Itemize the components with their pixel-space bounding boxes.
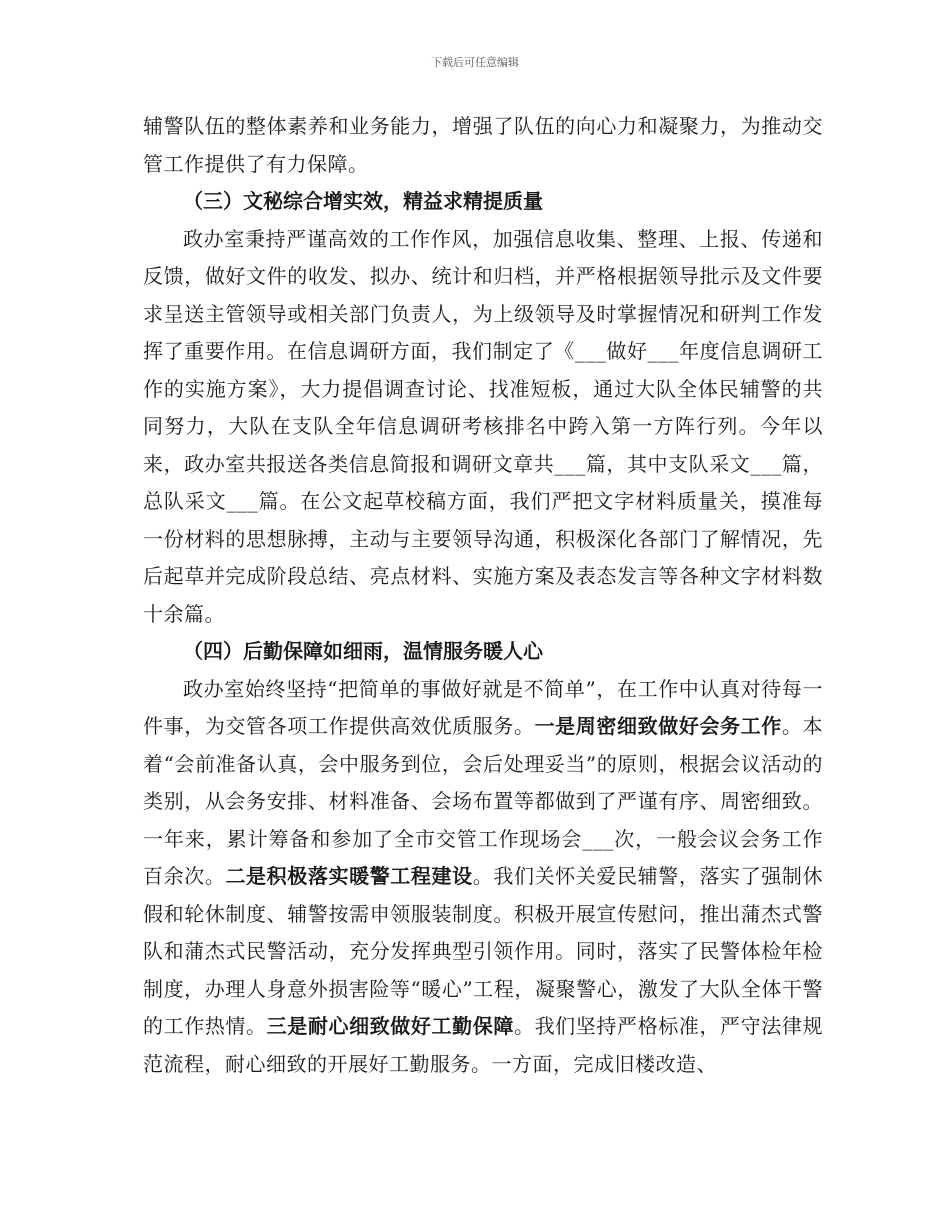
bold-point-2: 二是积极落实暖警工程建设 [225, 864, 473, 888]
paragraph-continuation: 辅警队伍的整体素养和业务能力，增强了队伍的向心力和凝聚力，为推动交管工作提供了有力保障。 [143, 114, 823, 176]
section-heading-3: （三）文秘综合增实效，精益求精提质量 [183, 189, 543, 213]
paragraph-logistics [143, 671, 823, 1084]
bold-point-3: 三是耐心细致做好工勤保障 [266, 1014, 514, 1038]
paragraph-secretarial: 政办室秉持严谨高效的工作作风，加强信息收集、整理、上报、传递和反馈，做好文件的收发、拟办、统计和归档，并严格根据领导批示及文件要求呈送主管领导或相关部门负责人，为上级领导及时掌握情况和研判工作发挥了重要作用。在信息调研方面，我们制定了《___做好___年度信息调研工作的实施方案》，大力提倡调查讨论、找准短板，通过大队全体民辅警的共同努力，大队在支队全年信息调研考核排名中跨入第一方阵行列。今年以来，政办室共报送各类信息简报和调研文章共___篇，其中支队采文___篇，总队采文___篇。在公文起草校稿方面，我们严把文字材料质量关，摸准每一份材料的思想脉搏，主动与主要领导沟通，积极深化各部门了解情况，先后起草并完成阶段总结、亮点材料、实施方案及表态发言等各种文字材料数十余篇。 [143, 226, 823, 626]
text-segment: 。我们关怀关爱民辅警，落实了强制休假和轮休制度、辅警按需申领服装制度。积极开展宣传慰问，推出蒲杰式警队和蒲杰式民警活动，充分发挥典型引领作用。同时，落实了民警体检年检制度，办理人身意外损害险等“暖心”工程，凝聚警心，激发了大队全体干警的工作热情。 [143, 864, 823, 1038]
section-heading-4: （四）后勤保障如细雨，温情服务暖人心 [183, 639, 543, 663]
text-segment: 政办室始终坚持“把简单的事做好就是不简单”，在工作中认真对待每一件事，为交管各项工作提供高效优质服务。 [143, 676, 823, 738]
bold-point-1: 一是周密细致做好会务工作 [534, 714, 782, 738]
page-header: 下载后可任意编辑 [431, 56, 519, 69]
document-body [143, 108, 823, 1083]
text-segment: 。本着“会前准备认真，会中服务到位，会后处理妥当”的原则，根据会议活动的类别，从会务安排、材料准备、会场布置等都做到了严谨有序、周密细致。一年来，累计筹备和参加了全市交管工作现场会___次，一般会议会务工作百余次。 [143, 714, 823, 888]
text-segment: 。我们坚持严格标准，严守法律规范流程，耐心细致的开展好工勤服务。一方面，完成旧楼改造、 [143, 1014, 823, 1076]
